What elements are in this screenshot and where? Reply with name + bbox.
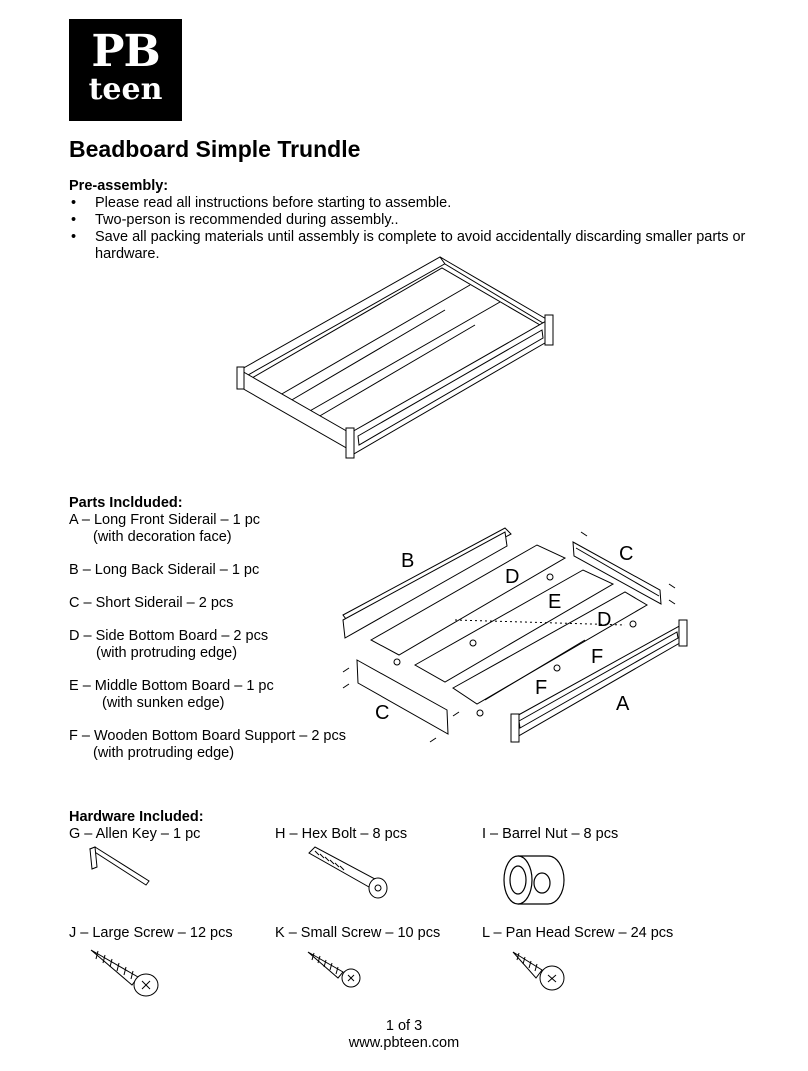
pan-head-screw-icon [510,948,570,993]
diagram-label-a: A [616,693,630,715]
diagram-label-c-right: C [619,543,634,565]
diagram-label-f-right: F [591,646,604,668]
diagram-label-f-left: F [535,677,548,699]
part-d-note: (with protruding edge) [96,645,238,661]
part-e: E – Middle Bottom Board – 1 pc [69,678,274,694]
preassembly-heading: Pre-assembly: [69,178,169,194]
diagram-label-d-front: D [597,609,612,631]
diagram-label-d-back: D [505,566,520,588]
pbteen-logo [69,19,182,121]
small-screw-icon [305,948,365,990]
assembled-trundle-illustration [230,250,560,465]
exploded-parts-diagram [335,520,695,755]
hardware-heading: Hardware Included: [69,809,204,825]
parts-section [69,495,369,762]
preassembly-bullet: • Two-person is recommended during assembly.. [69,212,759,229]
part-a: A – Long Front Siderail – 1 pc [69,512,261,528]
hardware-l-label: L – Pan Head Screw – 24 pcs [482,925,674,941]
hardware-k-label: K – Small Screw – 10 pcs [275,925,441,941]
part-d: D – Side Bottom Board – 2 pcs [69,628,269,644]
diagram-label-e: E [548,591,562,613]
preassembly-bullet: • Save all packing materials until assembly is complete to avoid accidentally discarding smaller parts or hardware. [69,229,759,263]
hardware-h-label: H – Hex Bolt – 8 pcs [275,826,408,842]
hardware-i-label: I – Barrel Nut – 8 pcs [482,826,619,842]
hex-bolt-icon [305,845,395,900]
part-f-note: (with protruding edge) [93,745,235,761]
part-b: B – Long Back Siderail – 1 pc [69,562,260,578]
page-number: 1 of 3 [385,1018,423,1034]
preassembly-bullet: • Please read all instructions before starting to assemble. [69,195,759,212]
page-title: Beadboard Simple Trundle [69,136,361,162]
large-screw-icon [88,945,163,1000]
allen-key-icon [85,845,155,887]
logo-line1: PB [91,26,160,77]
part-c: C – Short Siderail – 2 pcs [69,595,234,611]
logo-line2: teen [88,72,163,107]
barrel-nut-icon [500,850,568,910]
diagram-label-b: B [401,550,415,572]
parts-heading: Parts Inclduded: [69,495,183,511]
part-f: F – Wooden Bottom Board Support – 2 pcs [69,728,347,744]
footer-url[interactable]: www.pbteen.com [348,1035,460,1051]
part-e-note: (with sunken edge) [102,695,225,711]
hardware-j-label: J – Large Screw – 12 pcs [69,925,233,941]
diagram-label-c-left: C [375,702,390,724]
hardware-g-label: G – Allen Key – 1 pc [69,826,201,842]
part-a-note: (with decoration face) [93,529,232,545]
